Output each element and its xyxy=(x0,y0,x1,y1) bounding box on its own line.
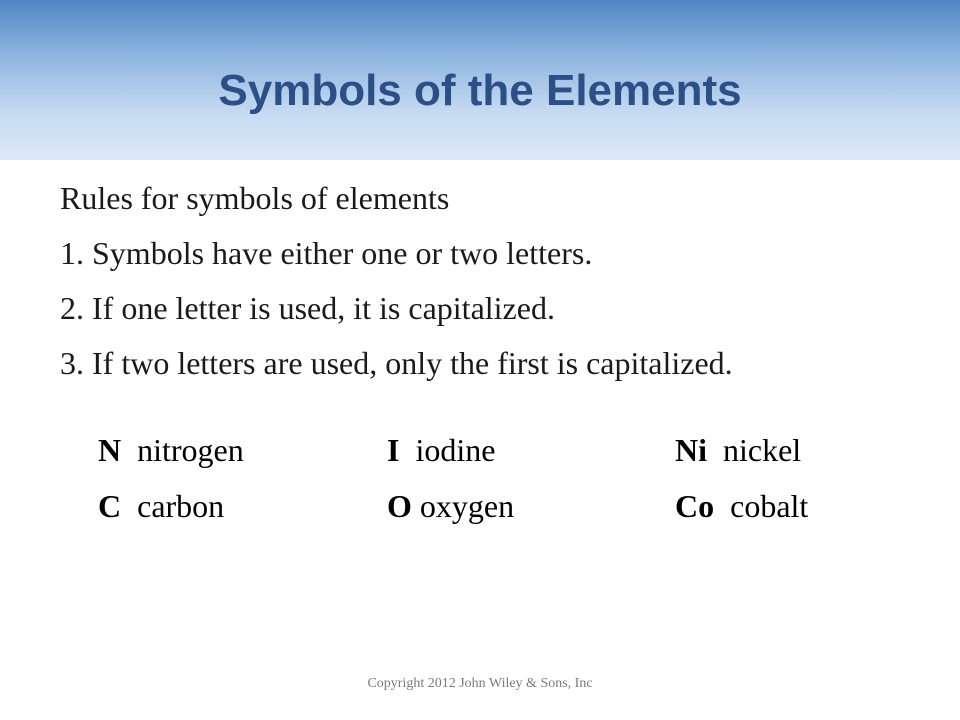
element-name: nitrogen xyxy=(137,432,244,468)
element-symbol: Co xyxy=(675,488,715,524)
element-examples xyxy=(0,420,960,570)
element-entry xyxy=(675,482,808,530)
element-entry xyxy=(98,426,244,474)
element-entry xyxy=(387,482,514,530)
rules-list xyxy=(60,174,733,394)
rule-item: 2. If one letter is used, it is capitalized. xyxy=(60,290,555,326)
element-symbol: I xyxy=(387,432,400,468)
element-symbol: Ni xyxy=(675,432,707,468)
element-symbol: O xyxy=(387,488,412,524)
element-name: cobalt xyxy=(730,488,809,524)
element-name: oxygen xyxy=(419,488,515,524)
element-entry xyxy=(675,426,801,474)
element-name: iodine xyxy=(415,432,496,468)
element-symbol: C xyxy=(98,488,122,524)
element-symbol: N xyxy=(98,432,122,468)
slide-title: Symbols of the Elements xyxy=(218,66,742,115)
copyright-footer: Copyright 2012 John Wiley & Sons, Inc xyxy=(367,676,593,691)
rule-item: 3. If two letters are used, only the first is capitalized. xyxy=(60,345,733,381)
element-name: carbon xyxy=(137,488,225,524)
element-entry xyxy=(98,482,224,530)
rule-item: 1. Symbols have either one or two letters. xyxy=(60,235,593,271)
element-name: nickel xyxy=(723,432,802,468)
rules-heading: Rules for symbols of elements xyxy=(60,180,450,216)
element-entry xyxy=(387,426,495,474)
